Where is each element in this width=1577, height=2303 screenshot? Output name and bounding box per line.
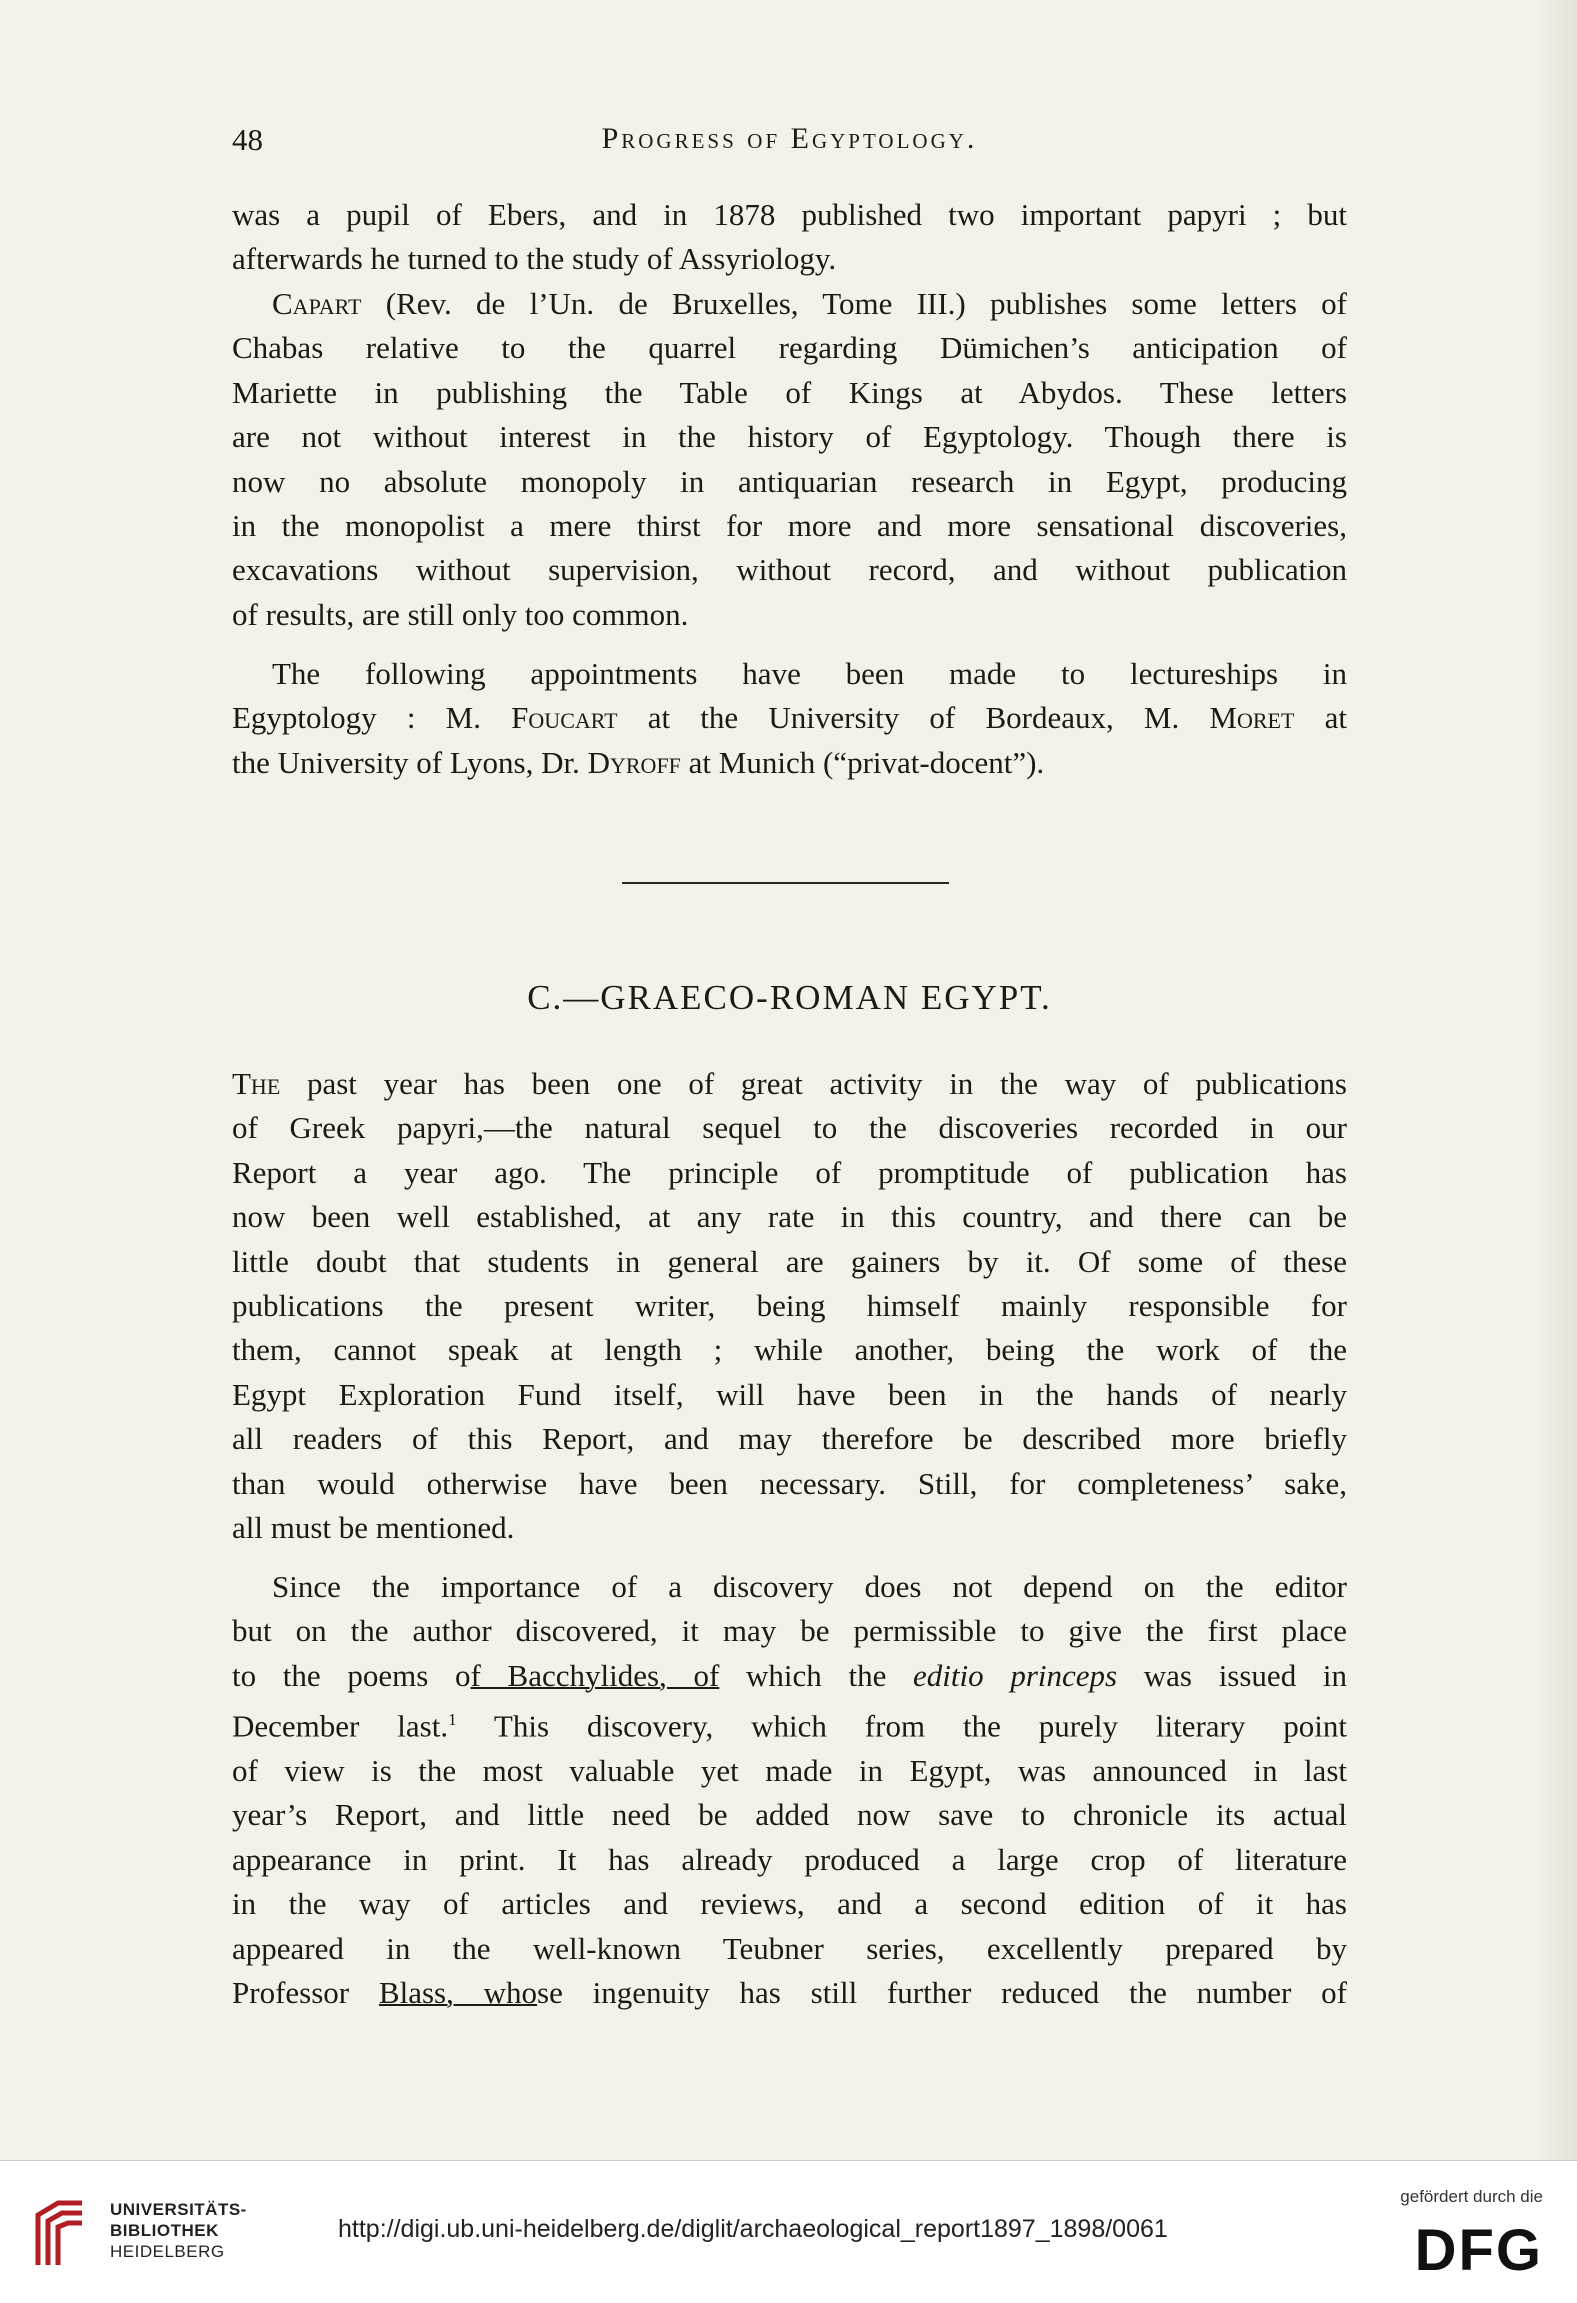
text-run: was issued in <box>1117 1657 1348 1693</box>
text-line <box>232 1654 1347 1698</box>
library-name-line: BIBLIOTHEK <box>110 2221 219 2240</box>
text-line: afterwards he turned to the study of Assyriology. <box>232 241 837 277</box>
library-name <box>110 2199 247 2262</box>
text-line: excavations without supervision, without record, and without publication <box>232 552 1347 588</box>
university-library-logo-icon <box>28 2195 92 2271</box>
section-heading: C.—GRAECO-ROMAN EGYPT. <box>527 978 1052 1017</box>
text-run: December last. <box>232 1708 449 1744</box>
text-line: but on the author discovered, it may be permissible to give the first place <box>232 1613 1347 1649</box>
running-head <box>232 122 1347 168</box>
text-line <box>232 282 1347 326</box>
text-line <box>232 696 1347 740</box>
text-line: Since the importance of a discovery does not depend on the editor <box>272 1569 1347 1604</box>
text-line: of results, are still only too common. <box>232 596 689 632</box>
text-line: now been well established, at any rate in this country, and there can be <box>232 1199 1347 1235</box>
permalink-url[interactable]: http://digi.ub.uni-heidelberg.de/diglit/archaeological_report1897_1898/0061 <box>338 2215 1168 2243</box>
footnote-mark: 1 <box>448 1710 457 1730</box>
page-edge-shadow <box>1537 0 1577 2160</box>
text-line <box>232 1062 1347 1106</box>
text-run: Egyptology : M. <box>232 700 512 736</box>
running-title: Progress of Egyptology. <box>601 122 978 155</box>
text-run: to the poems o <box>232 1657 471 1693</box>
text-line: Mariette in publishing the Table of Kings at Abydos. These letters <box>232 374 1347 410</box>
lead-word: The <box>232 1066 281 1101</box>
text-run: past year has been one of great activity in the way of publications <box>280 1066 1347 1101</box>
funding-caption: gefördert durch die <box>1400 2187 1543 2206</box>
text-line: all readers of this Report, and may therefore be described more briefly <box>232 1421 1347 1457</box>
text-line <box>232 741 1347 785</box>
text-line: The following appointments have been made to lectureships in <box>272 656 1347 691</box>
text-line: appearance in print. It has already produced a large crop of literature <box>232 1841 1347 1877</box>
text-run: which the <box>719 1657 914 1693</box>
viewer-footer <box>0 2160 1577 2303</box>
italic-text: editio princeps <box>913 1657 1118 1693</box>
underlined-text: f Bacchylides, of <box>470 1657 720 1693</box>
person-name: Foucart <box>511 700 618 736</box>
text-line: Report a year ago. The principle of promptitude of publication has <box>232 1154 1347 1190</box>
dfg-logo: DFG <box>1414 2218 1543 2283</box>
text-run: This discovery, which from the purely literary point <box>456 1708 1347 1744</box>
text-line: little doubt that students in general are gainers by it. Of some of these <box>232 1243 1347 1279</box>
library-name-line: UNIVERSITÄTS- <box>110 2200 247 2219</box>
person-name: Moret <box>1209 700 1295 736</box>
text-line: was a pupil of Ebers, and in 1878 published two important papyri ; but <box>232 197 1347 232</box>
text-line: appeared in the well-known Teubner series, excellently prepared by <box>232 1930 1347 1966</box>
text-run: at <box>1294 700 1348 736</box>
text-run: Professor <box>232 1974 379 2010</box>
text-line: year’s Report, and little need be added now save to chronicle its actual <box>232 1797 1347 1833</box>
text-line: publications the present writer, being himself mainly responsible for <box>232 1288 1347 1324</box>
paragraph-2 <box>232 282 1347 637</box>
underlined-text: Blass, who <box>378 1974 538 2010</box>
page-number: 48 <box>232 122 263 157</box>
paragraph-1 <box>232 193 1347 282</box>
text-run: at the University of Bordeaux, M. <box>617 700 1210 736</box>
text-line <box>232 1971 1347 2015</box>
text-line <box>232 1698 1347 1749</box>
text-line: of Greek papyri,—the natural sequel to the discoveries recorded in our <box>232 1110 1347 1146</box>
text-line: Egypt Exploration Fund itself, will have been in the hands of nearly <box>232 1376 1347 1412</box>
paragraph-3 <box>232 652 1347 785</box>
text-line: Chabas relative to the quarrel regarding Dümichen’s anticipation of <box>232 330 1347 366</box>
text-run: se ingenuity has still further reduced the number of <box>537 1974 1347 2010</box>
person-name: Dyroff <box>587 744 681 780</box>
text-line: are not without interest in the history of Egyptology. Though there is <box>232 419 1347 455</box>
section-divider <box>622 882 949 884</box>
text-line: in the monopolist a mere thirst for more and more sensational discoveries, <box>232 508 1347 544</box>
text-line: now no absolute monopoly in antiquarian research in Egypt, producing <box>232 463 1347 499</box>
text-line: them, cannot speak at length ; while another, being the work of the <box>232 1332 1347 1368</box>
text-run: (Rev. de l’Un. de Bruxelles, Tome III.) publishes some letters of <box>385 286 1348 321</box>
text-line: than would otherwise have been necessary. Still, for completeness’ sake, <box>232 1465 1347 1501</box>
text-line: of view is the most valuable yet made in Egypt, was announced in last <box>232 1752 1347 1788</box>
text-line: in the way of articles and reviews, and a second edition of it has <box>232 1886 1347 1922</box>
text-line: all must be mentioned. <box>232 1510 515 1546</box>
text-run: the University of Lyons, Dr. <box>232 744 588 780</box>
library-name-line: HEIDELBERG <box>110 2242 225 2261</box>
paragraph-4 <box>232 1062 1347 1550</box>
text-run: at Munich (“privat-docent”). <box>680 744 1045 780</box>
paragraph-5 <box>232 1565 1347 2015</box>
author-name: Capart <box>272 286 362 321</box>
